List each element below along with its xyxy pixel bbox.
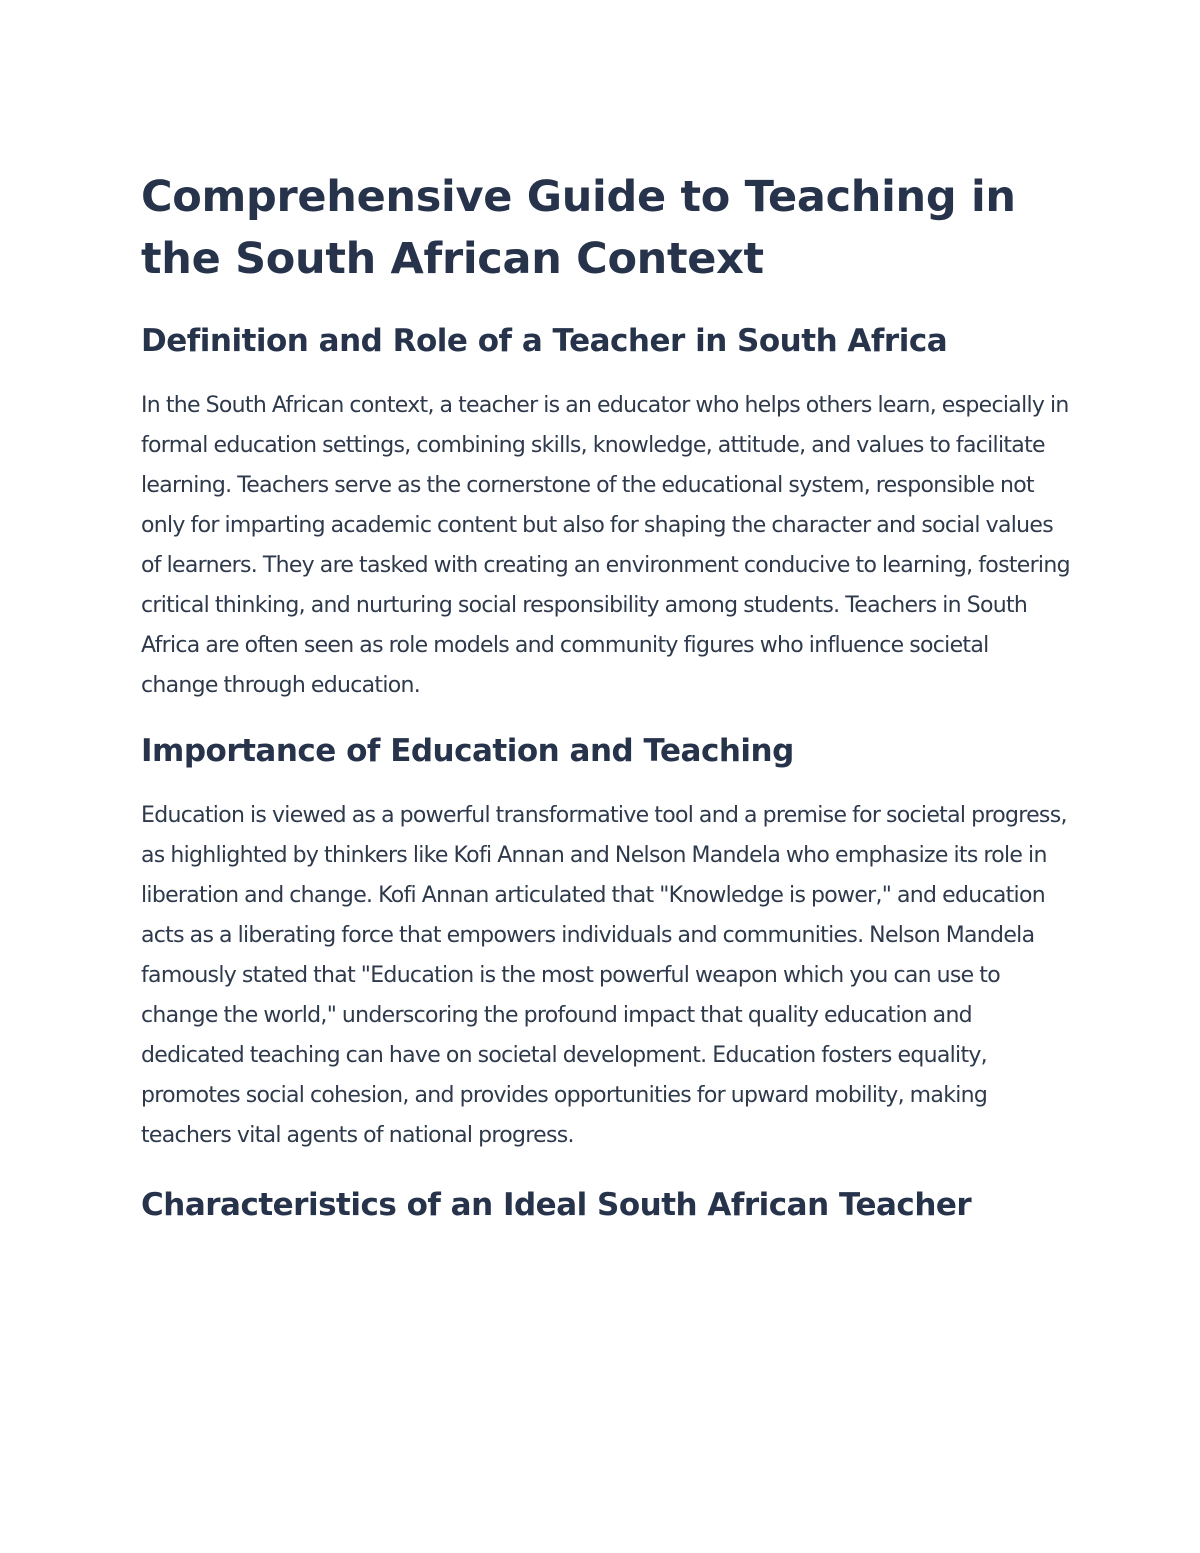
document-title: Comprehensive Guide to Teaching in the South African Context bbox=[141, 172, 1016, 284]
document-page bbox=[141, 166, 1071, 1227]
section-body-teacher-role: In the South African context, a teacher is an educator who helps others learn, especially in formal education settings, combining skills, knowledge, attitude, and values to facilitate learning. Teachers serve as the cornerstone of the educational system, responsible not only for imparting academic content but also for shaping the character and social values of learners. They are tasked with creating an environment conducive to learning, fostering critical thinking, and nurturing social responsibility among students. Teachers in South Africa are often seen as role models and community figures who influence societal change through education. bbox=[141, 393, 1070, 698]
section-body-importance-of-education: Education is viewed as a powerful transformative tool and a premise for societal progress, as highlighted by thinkers like Kofi Annan and Nelson Mandela who emphasize its role in liberation and change. Kofi Annan articulated that "Knowledge is power," and education acts as a liberating force that empowers individuals and communities. Nelson Mandela famously stated that "Education is the most powerful weapon which you can use to change the world," underscoring the profound impact that quality education and dedicated teaching can have on societal development. Education fosters equality, promotes social cohesion, and provides opportunities for upward mobility, making teachers vital agents of national progress. bbox=[141, 803, 1067, 1148]
section-heading-ideal-teacher: Characteristics of an Ideal South African Teacher bbox=[141, 1187, 972, 1223]
section-heading-importance-of-education: Importance of Education and Teaching bbox=[141, 733, 794, 769]
section-heading-teacher-role: Definition and Role of a Teacher in South Africa bbox=[141, 323, 948, 359]
